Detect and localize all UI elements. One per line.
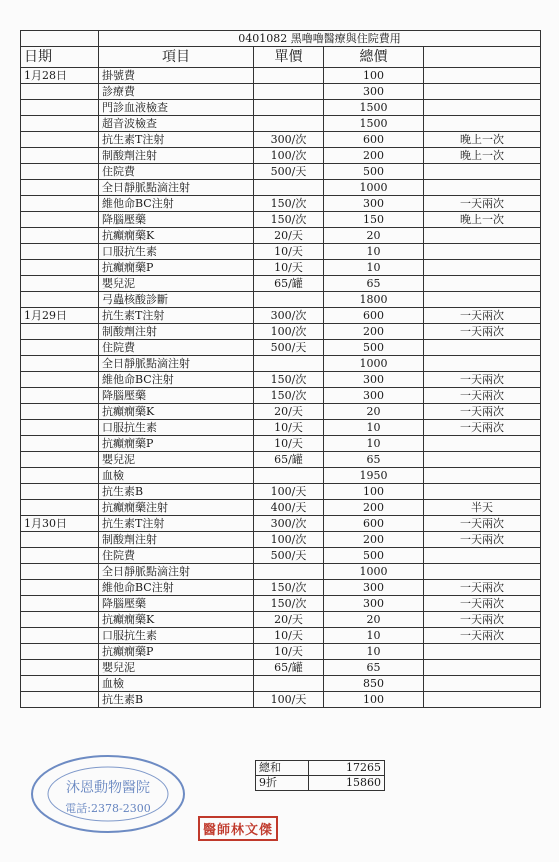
table-row	[21, 644, 541, 660]
row-unit-price	[254, 356, 324, 372]
row-total: 300	[324, 84, 424, 100]
table-row	[21, 548, 541, 564]
row-note	[424, 180, 541, 196]
row-unit-price: 150/次	[254, 372, 324, 388]
row-note	[424, 548, 541, 564]
row-unit-price: 300/次	[254, 132, 324, 148]
header-total: 總價	[324, 47, 424, 68]
row-total: 1800	[324, 292, 424, 308]
row-note	[424, 276, 541, 292]
discount-label: 9折	[256, 776, 309, 791]
row-note	[424, 356, 541, 372]
row-item: 全日靜脈點滴注射	[99, 356, 254, 372]
row-total: 200	[324, 148, 424, 164]
row-date	[21, 356, 99, 372]
seal-tel: 電話:2378-2300	[65, 802, 151, 815]
table-row	[21, 356, 541, 372]
row-date	[21, 260, 99, 276]
row-total: 65	[324, 660, 424, 676]
row-unit-price: 400/天	[254, 500, 324, 516]
table-row	[21, 564, 541, 580]
row-date	[21, 276, 99, 292]
row-note: 一天兩次	[424, 580, 541, 596]
row-date	[21, 676, 99, 692]
row-item: 抗生素T注射	[99, 308, 254, 324]
row-unit-price: 150/次	[254, 388, 324, 404]
row-item: 抗生素T注射	[99, 516, 254, 532]
table-row	[21, 148, 541, 164]
sum-value: 17265	[308, 761, 384, 776]
row-note	[424, 244, 541, 260]
row-total: 1500	[324, 116, 424, 132]
row-total: 10	[324, 436, 424, 452]
row-note: 一天兩次	[424, 612, 541, 628]
row-unit-price	[254, 84, 324, 100]
table-row	[21, 68, 541, 84]
row-unit-price	[254, 116, 324, 132]
row-date	[21, 292, 99, 308]
row-note	[424, 452, 541, 468]
row-note	[424, 164, 541, 180]
row-item: 抗癲癇藥P	[99, 260, 254, 276]
row-total: 65	[324, 276, 424, 292]
row-date	[21, 372, 99, 388]
row-total: 600	[324, 308, 424, 324]
row-unit-price	[254, 676, 324, 692]
fee-table	[20, 30, 541, 708]
row-date	[21, 324, 99, 340]
row-total: 1000	[324, 564, 424, 580]
row-unit-price: 500/天	[254, 164, 324, 180]
row-item: 嬰兒泥	[99, 452, 254, 468]
row-item: 門診血液檢查	[99, 100, 254, 116]
row-date	[21, 644, 99, 660]
header-item: 項目	[99, 47, 254, 68]
row-total: 600	[324, 516, 424, 532]
table-row	[21, 324, 541, 340]
row-unit-price: 150/次	[254, 596, 324, 612]
row-date	[21, 596, 99, 612]
row-unit-price: 500/天	[254, 340, 324, 356]
row-unit-price	[254, 100, 324, 116]
row-date	[21, 436, 99, 452]
row-date	[21, 468, 99, 484]
row-note: 晚上一次	[424, 132, 541, 148]
row-note	[424, 436, 541, 452]
row-note: 一天兩次	[424, 388, 541, 404]
row-unit-price: 65/罐	[254, 660, 324, 676]
row-note	[424, 260, 541, 276]
table-row	[21, 164, 541, 180]
row-unit-price: 150/次	[254, 580, 324, 596]
row-total: 100	[324, 68, 424, 84]
row-date	[21, 196, 99, 212]
table-row	[21, 628, 541, 644]
row-item: 住院費	[99, 164, 254, 180]
header-date: 日期	[21, 47, 99, 68]
table-row	[21, 308, 541, 324]
row-total: 20	[324, 228, 424, 244]
row-item: 維他命BC注射	[99, 196, 254, 212]
row-unit-price: 65/罐	[254, 452, 324, 468]
row-total: 300	[324, 388, 424, 404]
table-row	[21, 484, 541, 500]
fee-sheet	[20, 30, 540, 708]
row-unit-price: 500/天	[254, 548, 324, 564]
table-row	[21, 468, 541, 484]
row-date	[21, 404, 99, 420]
header-note	[424, 47, 541, 68]
row-note: 晚上一次	[424, 148, 541, 164]
row-note: 一天兩次	[424, 196, 541, 212]
row-item: 制酸劑注射	[99, 324, 254, 340]
row-unit-price	[254, 68, 324, 84]
row-note	[424, 100, 541, 116]
row-unit-price: 100/次	[254, 532, 324, 548]
row-item: 血檢	[99, 676, 254, 692]
row-unit-price: 10/天	[254, 628, 324, 644]
row-unit-price	[254, 468, 324, 484]
table-row	[21, 116, 541, 132]
table-row	[21, 580, 541, 596]
row-note: 一天兩次	[424, 532, 541, 548]
row-item: 抗生素B	[99, 692, 254, 708]
row-date	[21, 244, 99, 260]
row-item: 抗癲癇藥K	[99, 228, 254, 244]
row-item: 診療費	[99, 84, 254, 100]
row-item: 制酸劑注射	[99, 148, 254, 164]
table-row	[21, 196, 541, 212]
row-note	[424, 116, 541, 132]
row-note: 一天兩次	[424, 596, 541, 612]
row-item: 住院費	[99, 548, 254, 564]
table-row	[21, 276, 541, 292]
row-total: 10	[324, 644, 424, 660]
table-row	[21, 340, 541, 356]
row-note	[424, 676, 541, 692]
row-item: 制酸劑注射	[99, 532, 254, 548]
row-date	[21, 228, 99, 244]
row-note: 晚上一次	[424, 212, 541, 228]
row-item: 口服抗生素	[99, 244, 254, 260]
row-note	[424, 84, 541, 100]
row-total: 150	[324, 212, 424, 228]
table-row	[21, 612, 541, 628]
table-row	[21, 404, 541, 420]
row-item: 降腦壓藥	[99, 388, 254, 404]
row-date	[21, 116, 99, 132]
row-total: 1500	[324, 100, 424, 116]
row-note	[424, 484, 541, 500]
row-unit-price: 150/次	[254, 212, 324, 228]
table-row	[21, 228, 541, 244]
table-row	[21, 452, 541, 468]
row-item: 全日靜脈點滴注射	[99, 564, 254, 580]
row-total: 10	[324, 260, 424, 276]
row-date	[21, 548, 99, 564]
row-note	[424, 468, 541, 484]
row-date: 1月29日	[21, 308, 99, 324]
table-row	[21, 660, 541, 676]
row-total: 1000	[324, 180, 424, 196]
row-item: 掛號費	[99, 68, 254, 84]
row-date: 1月28日	[21, 68, 99, 84]
row-note	[424, 228, 541, 244]
row-item: 維他命BC注射	[99, 372, 254, 388]
row-unit-price: 65/罐	[254, 276, 324, 292]
row-note: 一天兩次	[424, 404, 541, 420]
table-row	[21, 500, 541, 516]
row-total: 850	[324, 676, 424, 692]
row-total: 1950	[324, 468, 424, 484]
table-row	[21, 420, 541, 436]
table-row	[21, 132, 541, 148]
row-item: 維他命BC注射	[99, 580, 254, 596]
table-row	[21, 260, 541, 276]
row-date	[21, 564, 99, 580]
row-date	[21, 164, 99, 180]
row-item: 抗癲癇藥K	[99, 404, 254, 420]
row-item: 口服抗生素	[99, 420, 254, 436]
sum-label: 總和	[256, 761, 309, 776]
row-item: 抗癲癇藥K	[99, 612, 254, 628]
row-unit-price	[254, 180, 324, 196]
row-item: 抗癲癇藥P	[99, 644, 254, 660]
row-total: 20	[324, 612, 424, 628]
row-note	[424, 564, 541, 580]
row-unit-price: 10/天	[254, 644, 324, 660]
row-date	[21, 388, 99, 404]
row-item: 住院費	[99, 340, 254, 356]
row-item: 抗生素T注射	[99, 132, 254, 148]
doctor-stamp: 醫師林文傑	[198, 816, 278, 841]
discount-value: 15860	[308, 776, 384, 791]
row-item: 血檢	[99, 468, 254, 484]
row-date	[21, 500, 99, 516]
header-unit-price: 單價	[254, 47, 324, 68]
row-total: 10	[324, 244, 424, 260]
row-unit-price: 100/天	[254, 484, 324, 500]
row-date	[21, 100, 99, 116]
row-total: 1000	[324, 356, 424, 372]
row-total: 500	[324, 164, 424, 180]
row-date	[21, 612, 99, 628]
row-note: 一天兩次	[424, 308, 541, 324]
row-item: 超音波檢查	[99, 116, 254, 132]
row-unit-price: 10/天	[254, 420, 324, 436]
row-date	[21, 340, 99, 356]
row-item: 抗癲癇藥注射	[99, 500, 254, 516]
row-total: 200	[324, 500, 424, 516]
row-item: 降腦壓藥	[99, 596, 254, 612]
table-row	[21, 100, 541, 116]
row-note: 半天	[424, 500, 541, 516]
row-date	[21, 580, 99, 596]
row-date	[21, 484, 99, 500]
row-unit-price	[254, 564, 324, 580]
row-unit-price: 100/次	[254, 324, 324, 340]
table-row	[21, 532, 541, 548]
row-item: 弓蟲核酸診斷	[99, 292, 254, 308]
row-item: 抗癲癇藥P	[99, 436, 254, 452]
row-total: 65	[324, 452, 424, 468]
row-note	[424, 660, 541, 676]
row-note: 一天兩次	[424, 420, 541, 436]
row-note	[424, 68, 541, 84]
row-unit-price: 300/次	[254, 308, 324, 324]
row-total: 500	[324, 548, 424, 564]
row-item: 抗生素B	[99, 484, 254, 500]
row-total: 100	[324, 692, 424, 708]
table-row	[21, 244, 541, 260]
row-total: 100	[324, 484, 424, 500]
row-unit-price: 20/天	[254, 612, 324, 628]
row-date	[21, 692, 99, 708]
row-date	[21, 628, 99, 644]
row-note	[424, 692, 541, 708]
clinic-seal	[28, 752, 188, 837]
row-date	[21, 132, 99, 148]
row-total: 200	[324, 324, 424, 340]
table-row	[21, 436, 541, 452]
table-row	[21, 292, 541, 308]
row-date	[21, 420, 99, 436]
row-total: 300	[324, 196, 424, 212]
row-date	[21, 452, 99, 468]
row-unit-price	[254, 292, 324, 308]
row-unit-price: 10/天	[254, 436, 324, 452]
row-note: 一天兩次	[424, 324, 541, 340]
row-date	[21, 532, 99, 548]
table-row	[21, 516, 541, 532]
table-row	[21, 692, 541, 708]
row-item: 嬰兒泥	[99, 276, 254, 292]
row-unit-price: 20/天	[254, 404, 324, 420]
row-total: 600	[324, 132, 424, 148]
row-note: 一天兩次	[424, 628, 541, 644]
row-item: 嬰兒泥	[99, 660, 254, 676]
table-row	[21, 180, 541, 196]
row-unit-price: 10/天	[254, 244, 324, 260]
row-total: 500	[324, 340, 424, 356]
row-item: 降腦壓藥	[99, 212, 254, 228]
table-row	[21, 212, 541, 228]
table-row	[21, 84, 541, 100]
row-date	[21, 84, 99, 100]
row-date	[21, 660, 99, 676]
row-date	[21, 148, 99, 164]
row-unit-price: 100/次	[254, 148, 324, 164]
row-note	[424, 644, 541, 660]
row-total: 300	[324, 372, 424, 388]
table-row	[21, 388, 541, 404]
row-total: 10	[324, 420, 424, 436]
row-unit-price: 150/次	[254, 196, 324, 212]
summary-table	[255, 760, 385, 791]
sheet-title: 0401082 黑嚕嚕醫療與住院費用	[99, 31, 541, 47]
table-row	[21, 676, 541, 692]
row-date	[21, 180, 99, 196]
table-row	[21, 372, 541, 388]
row-date	[21, 212, 99, 228]
seal-name: 沐恩動物醫院	[66, 780, 150, 796]
row-item: 口服抗生素	[99, 628, 254, 644]
row-total: 200	[324, 532, 424, 548]
row-date: 1月30日	[21, 516, 99, 532]
row-unit-price: 20/天	[254, 228, 324, 244]
row-note	[424, 292, 541, 308]
table-row	[21, 596, 541, 612]
row-total: 20	[324, 404, 424, 420]
row-unit-price: 300/次	[254, 516, 324, 532]
row-item: 全日靜脈點滴注射	[99, 180, 254, 196]
row-total: 300	[324, 596, 424, 612]
row-note: 一天兩次	[424, 372, 541, 388]
row-total: 10	[324, 628, 424, 644]
row-note: 一天兩次	[424, 516, 541, 532]
row-unit-price: 10/天	[254, 260, 324, 276]
row-note	[424, 340, 541, 356]
row-total: 300	[324, 580, 424, 596]
row-unit-price: 100/天	[254, 692, 324, 708]
